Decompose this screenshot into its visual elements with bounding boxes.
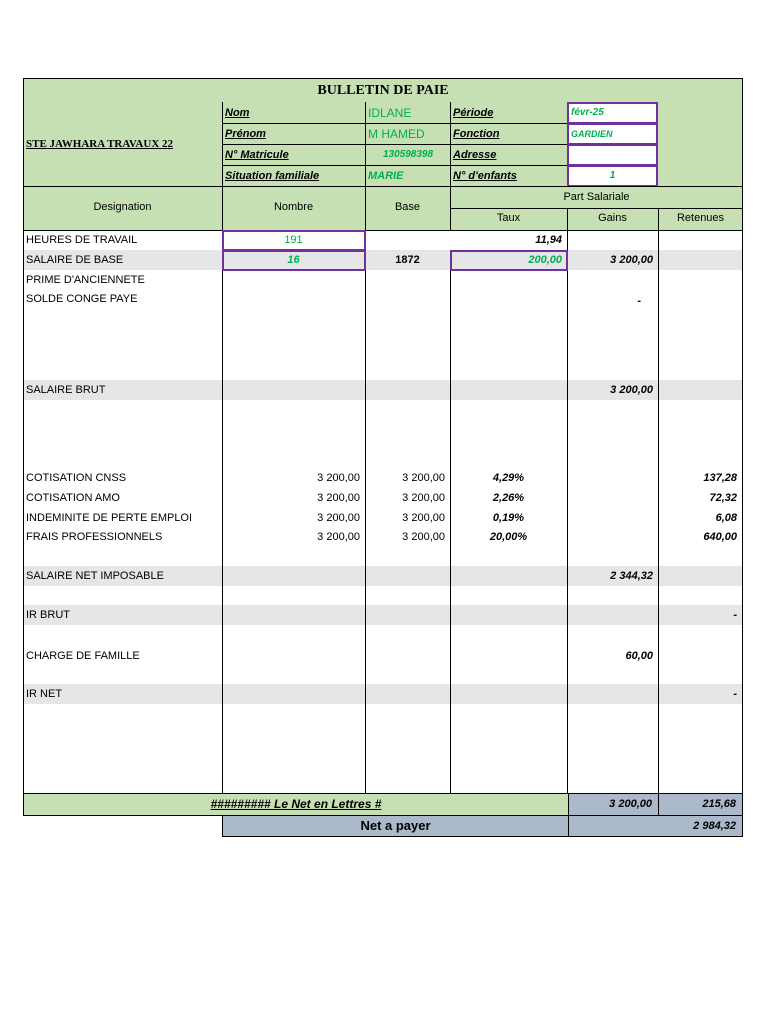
row-ir-net-retenues: - [733, 688, 737, 700]
periode-value[interactable]: févr-25 [567, 102, 658, 124]
adresse-value[interactable] [567, 144, 658, 166]
row-heures-label: HEURES DE TRAVAIL [26, 234, 138, 246]
row-ipe-nombre: 3 200,00 [317, 512, 360, 524]
row-ipe-label: INDEMINITE DE PERTE EMPLOI [26, 512, 193, 524]
row-ipe-retenues: 6,08 [715, 512, 737, 524]
total-retenues: 215,68 [658, 793, 743, 816]
row-heures-nombre: 191 [284, 234, 303, 246]
periode-label: Période [453, 107, 494, 119]
net-a-payer-value: 2 984,32 [568, 815, 743, 837]
prenom-value: M HAMED [368, 127, 425, 141]
row-cnss-nombre: 3 200,00 [317, 472, 360, 484]
fonction-value[interactable]: GARDIEN [567, 123, 658, 145]
row-heures-taux: 11,94 [535, 234, 562, 246]
row-cnss-base: 3 200,00 [402, 472, 445, 484]
row-charge-label: CHARGE DE FAMILLE [26, 650, 140, 662]
enfants-label: N° d'enfants [453, 170, 517, 182]
header-base: Base [394, 201, 421, 213]
net-en-lettres: ######### Le Net en Lettres # [210, 797, 382, 811]
header-nombre: Nombre [273, 201, 314, 213]
row-cnss-retenues: 137,28 [703, 472, 737, 484]
header-taux: Taux [496, 212, 521, 224]
payslip-title: BULLETIN DE PAIE [23, 78, 743, 103]
row-charge-gains: 60,00 [625, 650, 653, 662]
row-salaire-base-nombre: 16 [287, 254, 300, 266]
row-ir-brut-retenues: - [733, 609, 737, 621]
prenom-label: Prénom [225, 128, 266, 140]
row-conge-gains: - [637, 295, 641, 307]
nom-label: Nom [225, 107, 250, 119]
row-amo-label: COTISATION AMO [26, 492, 120, 504]
total-gains: 3 200,00 [568, 793, 659, 816]
fonction-label: Fonction [453, 128, 500, 140]
row-conge-label: SOLDE CONGE PAYE [26, 293, 138, 305]
row-ir-net-label: IR NET [26, 688, 63, 700]
row-brut-label: SALAIRE BRUT [26, 384, 106, 396]
row-fp-nombre: 3 200,00 [317, 531, 360, 543]
row-salaire-base-gains: 3 200,00 [610, 254, 653, 266]
row-fp-retenues: 640,00 [703, 531, 737, 543]
row-ipe-taux: 0,19% [492, 512, 525, 524]
row-prime-label: PRIME D'ANCIENNETE [26, 274, 145, 286]
header-retenues: Retenues [676, 212, 725, 224]
row-cnss-taux: 4,29% [492, 472, 525, 484]
row-fp-label: FRAIS PROFESSIONNELS [26, 531, 163, 543]
net-a-payer-label: Net a payer [222, 815, 569, 837]
situation-label: Situation familiale [225, 170, 320, 182]
row-ir-brut-label: IR BRUT [26, 609, 70, 621]
company-name: STE JAWHARA TRAVAUX 22 [26, 138, 174, 150]
row-fp-taux: 20,00% [489, 531, 528, 543]
row-salaire-base-label: SALAIRE DE BASE [26, 254, 124, 266]
nom-value: IDLANE [368, 106, 412, 120]
row-salaire-base-base: 1872 [395, 254, 420, 266]
row-fp-base: 3 200,00 [402, 531, 445, 543]
header-part-salariale: Part Salariale [563, 191, 630, 203]
row-salaire-base-taux: 200,00 [528, 254, 562, 266]
matricule-value: 130598398 [382, 149, 434, 160]
adresse-label: Adresse [453, 149, 497, 161]
row-ipe-base: 3 200,00 [402, 512, 445, 524]
header-designation: Designation [93, 201, 152, 213]
row-net-imposable-label: SALAIRE NET IMPOSABLE [26, 570, 164, 582]
row-net-imposable-gains: 2 344,32 [610, 570, 653, 582]
matricule-label: N° Matricule [225, 149, 289, 161]
row-amo-retenues: 72,32 [709, 492, 737, 504]
enfants-value[interactable]: 1 [567, 165, 658, 187]
row-brut-gains: 3 200,00 [610, 384, 653, 396]
header-gains: Gains [598, 212, 627, 224]
row-amo-nombre: 3 200,00 [317, 492, 360, 504]
row-amo-base: 3 200,00 [402, 492, 445, 504]
row-cnss-label: COTISATION CNSS [26, 472, 127, 484]
row-amo-taux: 2,26% [492, 492, 525, 504]
situation-value: MARIE [368, 170, 404, 182]
